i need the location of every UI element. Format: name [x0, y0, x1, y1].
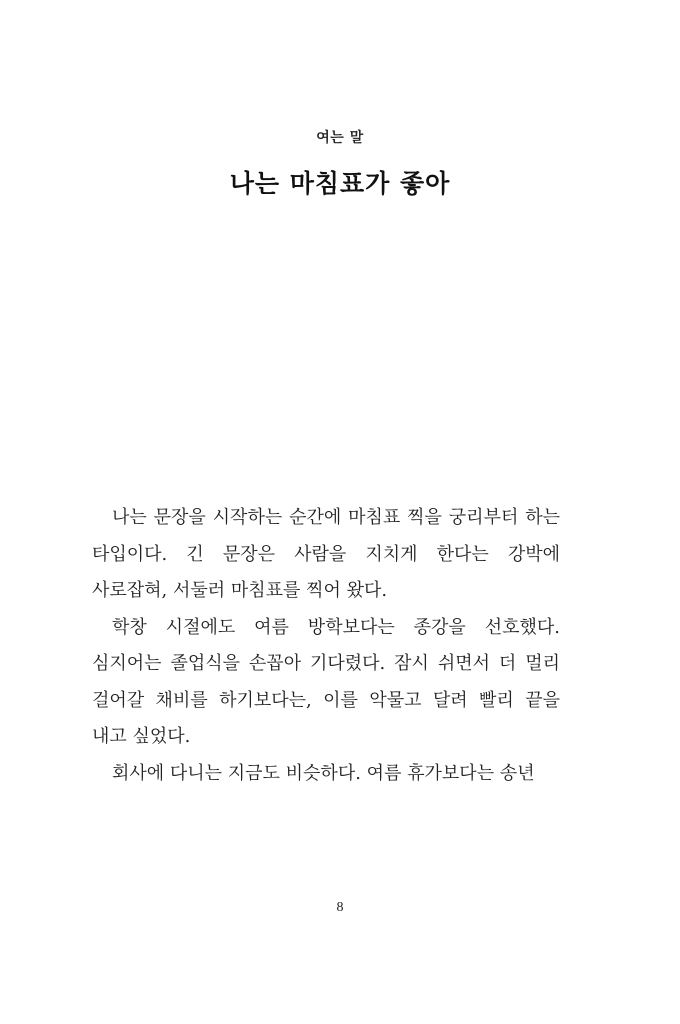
paragraph: 나는 문장을 시작하는 순간에 마침표 찍을 궁리부터 하는 타입이다. 긴 문장은 사람을 지치게 한다는 강박에 사로잡혀, 서둘러 마침표를 찍어 왔다.: [92, 507, 560, 601]
page-number: 8: [336, 900, 344, 915]
paragraph: 회사에 다니는 지금도 비슷하다. 여름 휴가보다는 송년: [112, 762, 535, 784]
chapter-title: 나는 마침표가 좋아: [229, 169, 451, 198]
section-label: 여는 말: [316, 130, 364, 146]
paragraph: 학창 시절에도 여름 방학보다는 종강을 선호했다. 심지어는 졸업식을 손꼽아 기다렸다. 잠시 쉬면서 더 멀리 걸어갈 채비를 하기보다는, 이를 악물고 달려 빨리 끝을 내고 싶었다.: [92, 616, 560, 747]
body-text: [92, 500, 560, 792]
